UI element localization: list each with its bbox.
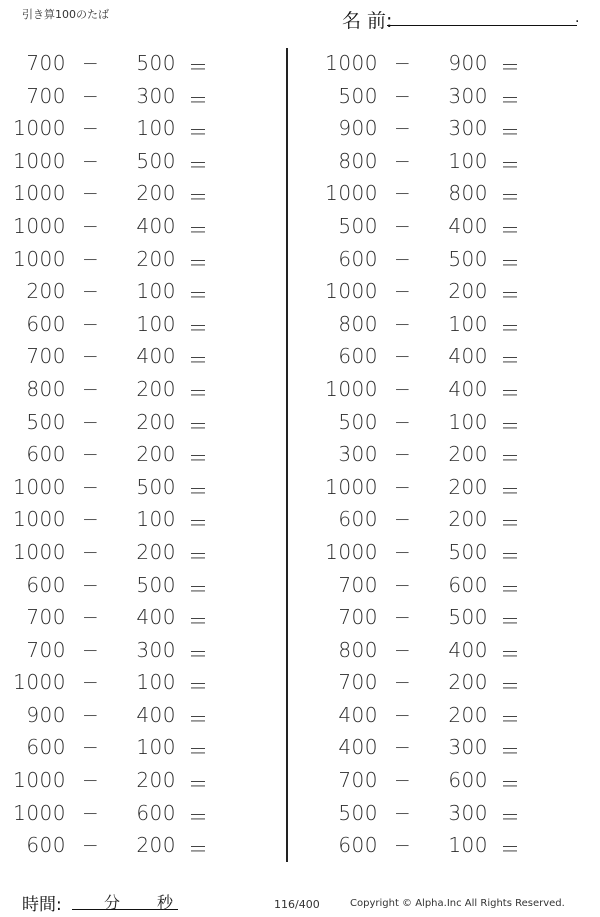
equals-sign: ＝ (188, 315, 209, 340)
minus-sign: − (82, 833, 100, 858)
equals-sign: ＝ (500, 739, 521, 764)
equals-sign: ＝ (500, 380, 521, 405)
minus-sign: − (82, 474, 100, 499)
minus-sign: − (394, 605, 412, 630)
equals-sign: ＝ (188, 772, 209, 797)
subtrahend: 100 (136, 116, 176, 141)
minus-sign: − (82, 213, 100, 238)
equals-sign: ＝ (188, 609, 209, 634)
page-number: 116/400 (274, 898, 320, 911)
equals-sign: ＝ (188, 674, 209, 699)
subtrahend: 100 (448, 409, 488, 434)
equals-sign: ＝ (188, 543, 209, 568)
minus-sign: − (394, 409, 412, 434)
subtrahend: 200 (448, 279, 488, 304)
minuend: 1000 (13, 116, 66, 141)
subtrahend: 100 (448, 833, 488, 858)
subtrahend: 100 (136, 670, 176, 695)
minus-sign: − (394, 344, 412, 369)
minuend: 1000 (13, 507, 66, 532)
subtrahend: 900 (448, 51, 488, 75)
subtrahend: 400 (448, 376, 488, 401)
minus-sign: − (394, 83, 412, 108)
minus-sign: − (394, 181, 412, 206)
subtrahend: 100 (448, 311, 488, 336)
equals-sign: ＝ (188, 641, 209, 666)
subtrahend: 600 (448, 768, 488, 793)
equals-sign: ＝ (500, 348, 521, 373)
minuend: 1000 (325, 51, 378, 75)
subtrahend: 100 (448, 148, 488, 173)
minus-sign: − (82, 800, 100, 825)
minuend: 400 (338, 735, 378, 760)
minus-sign: − (394, 311, 412, 336)
subtrahend: 400 (448, 344, 488, 369)
equals-sign: ＝ (500, 217, 521, 242)
subtrahend: 100 (136, 311, 176, 336)
subtrahend: 200 (136, 376, 176, 401)
subtrahend: 200 (136, 442, 176, 467)
copyright-notice: Copyright © Alpha.Inc All Rights Reserved. (350, 898, 565, 909)
subtrahend: 300 (448, 800, 488, 825)
subtrahend: 200 (136, 539, 176, 564)
equals-sign: ＝ (188, 120, 209, 145)
subtrahend: 100 (136, 735, 176, 760)
equals-sign: ＝ (188, 380, 209, 405)
subtrahend: 600 (448, 572, 488, 597)
minus-sign: − (82, 311, 100, 336)
minuend: 300 (338, 442, 378, 467)
minus-sign: − (82, 637, 100, 662)
subtrahend: 500 (136, 51, 176, 75)
equals-sign: ＝ (500, 413, 521, 438)
minuend: 1000 (13, 768, 66, 793)
minuend: 800 (338, 311, 378, 336)
minus-sign: − (82, 702, 100, 727)
minuend: 700 (26, 637, 66, 662)
equals-sign: ＝ (500, 674, 521, 699)
equals-sign: ＝ (500, 641, 521, 666)
equals-sign: ＝ (500, 543, 521, 568)
equals-sign: ＝ (500, 250, 521, 275)
minuend: 1000 (13, 800, 66, 825)
minuend: 900 (338, 116, 378, 141)
minus-sign: − (394, 768, 412, 793)
subtrahend: 200 (136, 246, 176, 271)
subtrahend: 500 (136, 474, 176, 499)
equals-sign: ＝ (500, 804, 521, 829)
minus-sign: − (82, 507, 100, 532)
minuend: 500 (338, 83, 378, 108)
minus-sign: − (82, 442, 100, 467)
minuend: 700 (338, 572, 378, 597)
minuend: 700 (26, 605, 66, 630)
subtrahend: 200 (448, 670, 488, 695)
minuend: 700 (338, 670, 378, 695)
equals-sign: ＝ (188, 283, 209, 308)
equals-sign: ＝ (188, 739, 209, 764)
minuend: 800 (338, 148, 378, 173)
minuend: 1000 (13, 148, 66, 173)
minutes-label: 分 (104, 893, 121, 912)
seconds-label: 秒 (157, 893, 174, 912)
minuend: 1000 (13, 539, 66, 564)
minus-sign: − (394, 474, 412, 499)
minuend: 1000 (325, 376, 378, 401)
minus-sign: − (82, 344, 100, 369)
minus-sign: − (394, 246, 412, 271)
equals-sign: ＝ (500, 609, 521, 634)
minus-sign: − (394, 279, 412, 304)
subtrahend: 400 (136, 605, 176, 630)
minus-sign: − (82, 768, 100, 793)
minus-sign: − (82, 83, 100, 108)
minus-sign: − (394, 507, 412, 532)
subtrahend: 300 (448, 116, 488, 141)
minuend: 700 (26, 83, 66, 108)
subtrahend: 200 (448, 442, 488, 467)
worksheet-title: 引き算100のたば (22, 8, 109, 21)
minus-sign: − (82, 605, 100, 630)
minus-sign: − (82, 148, 100, 173)
minus-sign: − (82, 116, 100, 141)
equals-sign: ＝ (188, 706, 209, 731)
minuend: 1000 (13, 213, 66, 238)
subtrahend: 200 (136, 409, 176, 434)
equals-sign: ＝ (188, 250, 209, 275)
minuend: 1000 (13, 670, 66, 695)
equals-sign: ＝ (500, 511, 521, 536)
minuend: 1000 (325, 474, 378, 499)
subtrahend: 500 (136, 572, 176, 597)
minus-sign: − (394, 735, 412, 760)
equals-sign: ＝ (188, 511, 209, 536)
equals-sign: ＝ (500, 55, 521, 79)
minus-sign: − (82, 279, 100, 304)
subtrahend: 100 (136, 507, 176, 532)
equals-sign: ＝ (188, 804, 209, 829)
minuend: 200 (26, 279, 66, 304)
minuend: 600 (338, 833, 378, 858)
subtrahend: 500 (448, 539, 488, 564)
equals-sign: ＝ (500, 576, 521, 601)
equals-sign: ＝ (188, 837, 209, 862)
minus-sign: − (394, 442, 412, 467)
equals-sign: ＝ (188, 185, 209, 210)
minuend: 600 (26, 833, 66, 858)
minus-sign: − (394, 376, 412, 401)
equals-sign: ＝ (188, 55, 209, 79)
subtrahend: 800 (448, 181, 488, 206)
subtrahend: 200 (136, 181, 176, 206)
minuend: 700 (26, 51, 66, 75)
subtrahend: 300 (448, 735, 488, 760)
equals-sign: ＝ (500, 120, 521, 145)
subtrahend: 400 (448, 637, 488, 662)
equals-sign: ＝ (188, 152, 209, 177)
minuend: 600 (26, 442, 66, 467)
subtrahend: 600 (136, 800, 176, 825)
minuend: 700 (338, 605, 378, 630)
equals-sign: ＝ (500, 283, 521, 308)
equals-sign: ＝ (500, 185, 521, 210)
minus-sign: − (394, 572, 412, 597)
minus-sign: − (394, 702, 412, 727)
minus-sign: − (394, 51, 412, 75)
minus-sign: − (82, 735, 100, 760)
minuend: 1000 (325, 181, 378, 206)
equals-sign: ＝ (188, 87, 209, 112)
equals-sign: ＝ (500, 478, 521, 503)
minus-sign: − (82, 572, 100, 597)
subtrahend: 100 (136, 279, 176, 304)
minuend: 800 (26, 376, 66, 401)
minuend: 1000 (13, 474, 66, 499)
subtrahend: 400 (136, 344, 176, 369)
minuend: 1000 (13, 246, 66, 271)
minuend: 1000 (325, 539, 378, 564)
minuend: 600 (26, 311, 66, 336)
equals-sign: ＝ (500, 446, 521, 471)
equals-sign: ＝ (188, 576, 209, 601)
minuend: 500 (338, 800, 378, 825)
column-divider (286, 48, 288, 862)
equals-sign: ＝ (188, 217, 209, 242)
subtrahend: 500 (448, 246, 488, 271)
subtrahend: 200 (136, 768, 176, 793)
equals-sign: ＝ (188, 446, 209, 471)
minuend: 500 (338, 409, 378, 434)
subtrahend: 200 (136, 833, 176, 858)
minuend: 800 (338, 637, 378, 662)
minuend: 700 (26, 344, 66, 369)
subtrahend: 400 (136, 213, 176, 238)
minuend: 1000 (13, 181, 66, 206)
subtrahend: 300 (136, 637, 176, 662)
subtrahend: 400 (136, 702, 176, 727)
subtrahend: 300 (136, 83, 176, 108)
minuend: 1000 (325, 279, 378, 304)
equals-sign: ＝ (500, 315, 521, 340)
name-field-line (387, 25, 577, 26)
minus-sign: − (82, 670, 100, 695)
minus-sign: − (82, 246, 100, 271)
time-label: 時間: (22, 895, 62, 915)
name-label: 名 前: (342, 10, 393, 32)
minus-sign: − (394, 539, 412, 564)
minus-sign: − (394, 116, 412, 141)
minus-sign: − (394, 833, 412, 858)
subtrahend: 200 (448, 474, 488, 499)
minuend: 600 (26, 572, 66, 597)
subtrahend: 500 (136, 148, 176, 173)
minus-sign: − (394, 148, 412, 173)
equals-sign: ＝ (188, 478, 209, 503)
minus-sign: − (82, 181, 100, 206)
minuend: 500 (26, 409, 66, 434)
minuend: 900 (26, 702, 66, 727)
minuend: 600 (26, 735, 66, 760)
minuend: 600 (338, 246, 378, 271)
equals-sign: ＝ (500, 706, 521, 731)
minuend: 600 (338, 344, 378, 369)
minuend: 600 (338, 507, 378, 532)
minuend: 500 (338, 213, 378, 238)
subtrahend: 400 (448, 213, 488, 238)
equals-sign: ＝ (500, 87, 521, 112)
subtrahend: 200 (448, 507, 488, 532)
minus-sign: − (394, 670, 412, 695)
minus-sign: − (394, 213, 412, 238)
minus-sign: − (394, 800, 412, 825)
minus-sign: − (394, 637, 412, 662)
minus-sign: − (82, 51, 100, 75)
equals-sign: ＝ (500, 837, 521, 862)
equals-sign: ＝ (500, 772, 521, 797)
subtrahend: 300 (448, 83, 488, 108)
subtrahend: 200 (448, 702, 488, 727)
equals-sign: ＝ (188, 348, 209, 373)
minus-sign: − (82, 539, 100, 564)
subtrahend: 500 (448, 605, 488, 630)
minus-sign: − (82, 409, 100, 434)
equals-sign: ＝ (500, 152, 521, 177)
minuend: 700 (338, 768, 378, 793)
name-field-dot: . (575, 10, 580, 26)
equals-sign: ＝ (188, 413, 209, 438)
minus-sign: − (82, 376, 100, 401)
minuend: 400 (338, 702, 378, 727)
